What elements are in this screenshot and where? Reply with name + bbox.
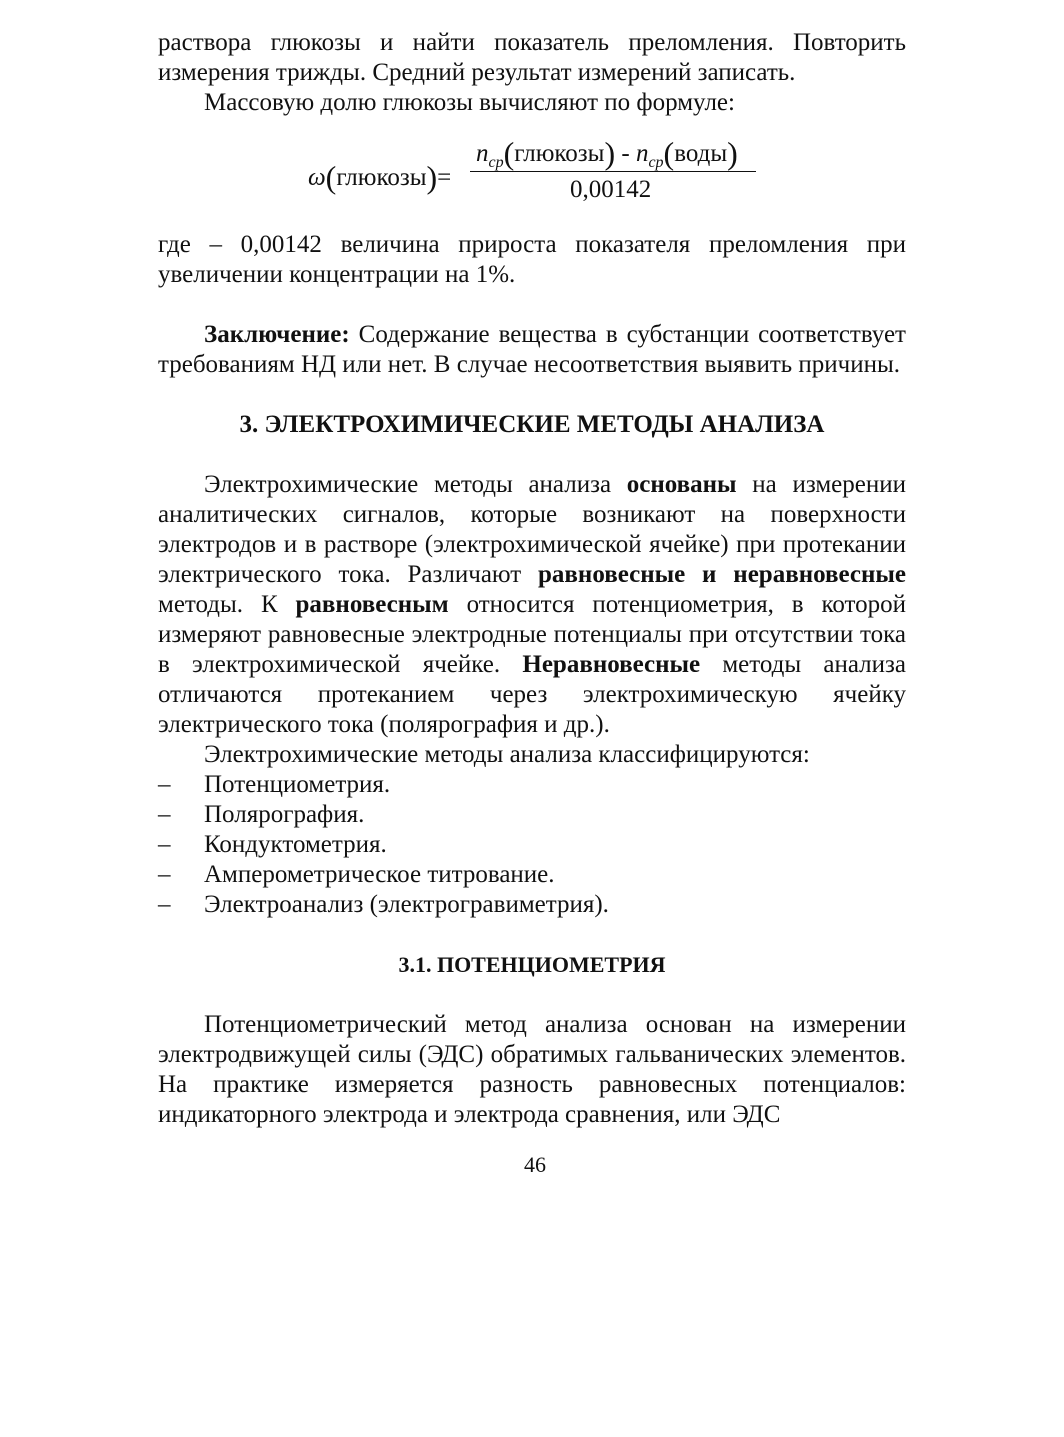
list-item: – Потенциометрия. [158, 771, 391, 798]
glucose-formula [158, 135, 906, 230]
section-title: 3. ЭЛЕКТРОХИМИЧЕСКИЕ МЕТОДЫ АНАЛИЗА [239, 411, 825, 438]
paragraph-where: где – 0,00142 величина прироста показателя преломления при увеличении концентрации на 1%. [158, 231, 906, 288]
list-item: – Полярография. [158, 801, 365, 828]
paragraph-conclusion [158, 320, 906, 380]
paragraph-intro: Электрохимические методы анализа основаны на измерении аналитических сигналов, которые возникают на поверхности электродов и в растворе (электрохимической ячейке) при протекании электрического тока. Различают равновесные и неравновесные методы. К равновесным относится потенциометрия, в которой измеряют равновесные электродные потенциалы при отсутствии тока в электрохимической ячейке. Неравновесные методы анализа отличаются протеканием через электрохимическую ячейку электрического тока (полярография и др.). [158, 471, 906, 738]
methods-list [158, 770, 906, 920]
paragraph-formula-intro: Массовую долю глюкозы вычисляют по формуле: [204, 89, 735, 116]
formula-denominator: 0,00142 [570, 176, 652, 203]
conclusion-label: Заключение: [204, 321, 350, 348]
document-page [158, 28, 906, 1180]
fraction-bar [470, 171, 756, 172]
paragraph-measurement: раствора глюкозы и найти показатель преломления. Повторить измерения трижды. Средний результат измерений записать. [158, 29, 906, 86]
paragraph-potentiometry: Потенциометрический метод анализа основан на измерении электродвижущей силы (ЭДС) обратимых гальванических элементов. На практике измеряется разность равновесных потенциалов: индикаторного электрода и электрода сравнения, или ЭДС [158, 1011, 906, 1128]
list-item: – Амперометрическое титрование. [158, 861, 555, 888]
list-item: – Электроанализ (электрогравиметрия). [158, 891, 609, 918]
page-number: 46 [524, 1152, 546, 1177]
conclusion-text: Содержание вещества в субстанции соответствует требованиям НД или нет. В случае несоответствия выявить причины. [158, 321, 906, 378]
formula-lhs: ω(глюкозы)= [308, 159, 452, 195]
list-item: – Кондуктометрия. [158, 831, 387, 858]
paragraph-classify: Электрохимические методы анализа классифицируются: [204, 741, 810, 768]
subsection-title: 3.1. ПОТЕНЦИОМЕТРИЯ [398, 952, 666, 977]
formula-numerator: $n_{ср}(глюкозы)$ - $n_{ср}(воды)$ [476, 135, 738, 171]
